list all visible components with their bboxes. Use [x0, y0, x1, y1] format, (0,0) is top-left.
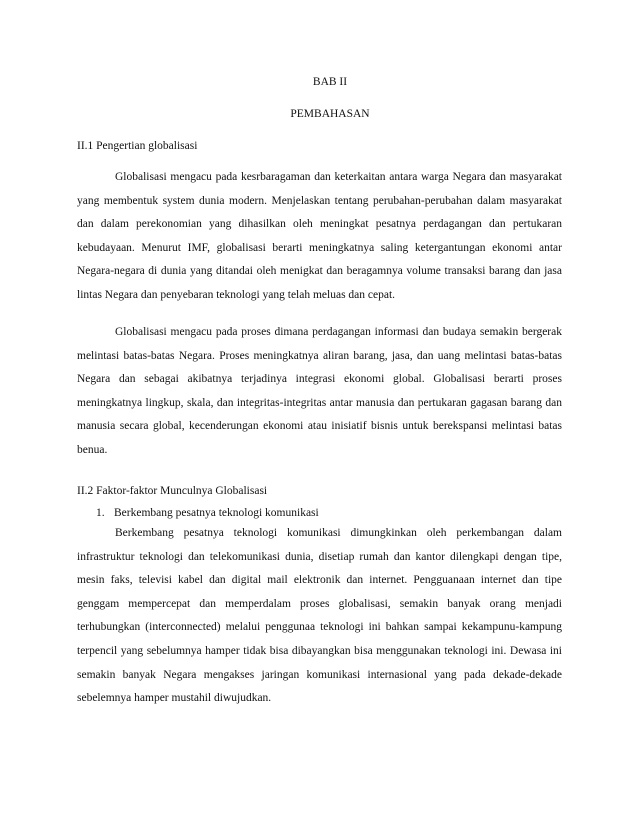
paragraph-2: Globalisasi mengacu pada proses dimana perdagangan informasi dan budaya semakin bergerak melintasi batas-batas Negara. Proses meningkatnya aliran barang, jasa, dan uang melintasi batas-batas Negara dan sebagai akibatnya terjadinya integrasi ekonomi global. Globalisasi berarti proses meningkatnya lingkup, skala, dan integritas-integritas antar manusia dan pertukaran gagasan barang dan manusia secara global, kecenderungan ekonomi atau inisiatif bisnis untuk berekspansi melintasi batas benua.: [77, 326, 562, 456]
list-item-number: 1.: [96, 507, 105, 519]
paragraph-1: Globalisasi mengacu pada kesrbaragaman dan keterkaitan antara warga Negara dan masyarakat yang membentuk system dunia modern. Menjelaskan tentang perubahan-perubahan dalam masyarakat dan dalam perekonomian yang dihasilkan oleh meningkat pesatnya perdagangan dan pertukaran kebudayaan. Menurut IMF, globalisasi berarti meningkatnya saling ketergantungan ekonomi antar Negara-negara di dunia yang ditandai oleh menigkat dan beragamnya volume transaksi barang dan jasa lintas Negara dan penyebaran teknologi yang telah meluas dan cepat.: [77, 171, 562, 301]
list-item-1: [96, 506, 319, 520]
list-item-title: Berkembang pesatnya teknologi komunikasi: [114, 507, 319, 519]
chapter-label: BAB II: [312, 76, 348, 88]
section-heading-2: II.2 Faktor-faktor Munculnya Globalisasi: [77, 485, 268, 497]
section-heading-1: II.1 Pengertian globalisasi: [77, 140, 198, 152]
paragraph-3: Berkembang pesatnya teknologi komunikasi dimungkinkan oleh perkembangan dalam infrastruktur teknologi dan telekomunikasi dunia, disetiap rumah dan kantor dilengkapi dengan tipe, mesin faks, televisi kabel dan digital mail elektronik dan internet. Pengguanaan internet dan tipe genggam mempercepat dan memperdalam proses globalisasi, semakin banyak orang menjadi terhubungkan (interconnected) melalui penggunaa teknologi ini bahkan sampai kekampunu-kampung terpencil yang sebelumnya hamper tidak bisa dibayangkan bisa menggunakan teknologi ini. Dewasa ini semakin banyak Negara mengakses jaringan komunikasi internasional yang pada dekade-dekade sebelemnya hamper mustahil diwujudkan.: [77, 527, 562, 705]
chapter-title: PEMBAHASAN: [290, 108, 370, 120]
